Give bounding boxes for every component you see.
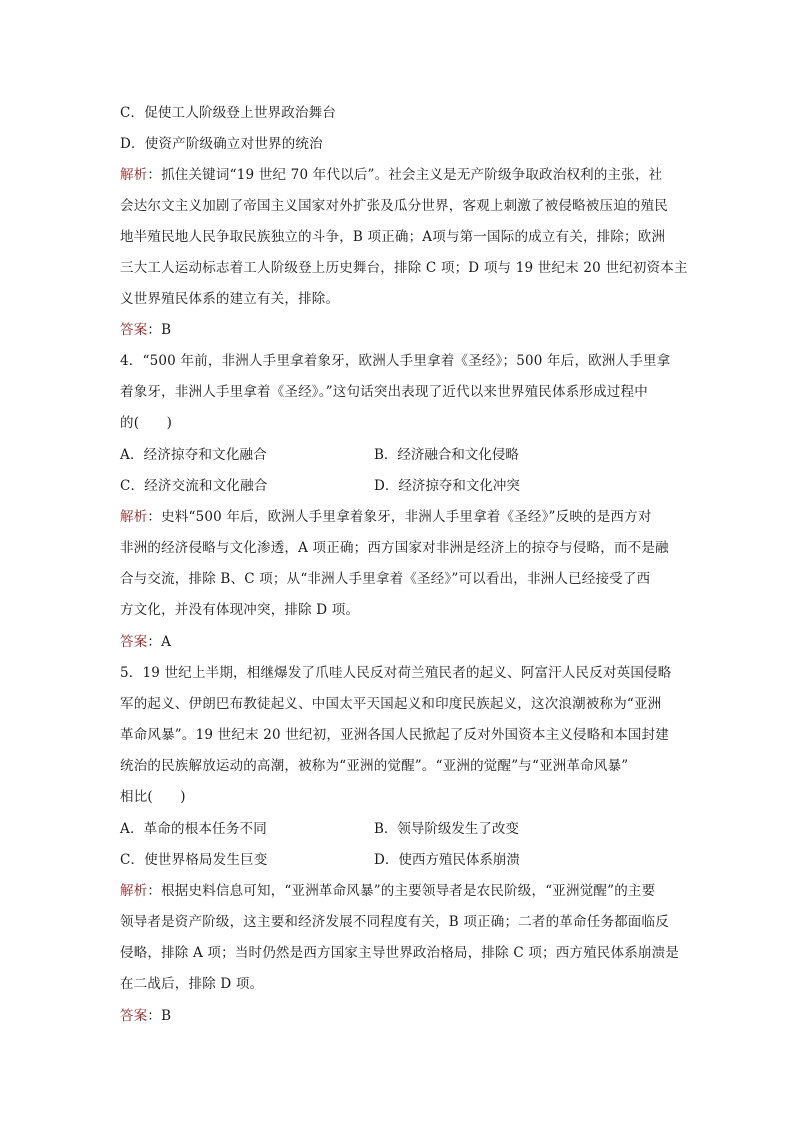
analysis-line: 解析：根据史料信息可知，“亚洲革命风暴”的主要领导者是农民阶级，“亚洲觉醒”的主要 <box>120 883 656 899</box>
analysis-line: 解析：史料“500 年后，欧洲人手里拿着象牙，非洲人手里拿着《圣经》”反映的是西方对 <box>120 509 652 525</box>
analysis-line: 义世界殖民体系的建立有关，排除。 <box>120 291 340 307</box>
option-a: A．经济掠夺和文化融合 <box>120 447 267 463</box>
question-stem: 相比( ) <box>120 789 186 805</box>
answer-label: 答案 <box>120 322 148 338</box>
question-stem: 4．“500 年前，非洲人手里拿着象牙，欧洲人手里拿着《圣经》；500 年后，欧洲人手里拿 <box>120 353 671 369</box>
option-d: D．使西方殖民体系崩溃 <box>374 852 520 868</box>
answer-line: 答案：A <box>120 634 172 650</box>
question-stem: 的( ) <box>120 415 173 431</box>
option-c: C．经济交流和文化融合 <box>120 478 268 494</box>
analysis-line: 在二战后，排除 D 项。 <box>120 976 264 992</box>
answer-label: 答案 <box>120 1008 148 1024</box>
analysis-line: 解析：抓住关键词“19 世纪 70 年代以后”。社会主义是无产阶级争取政治权利的主张，社 <box>120 167 663 183</box>
analysis-line: 合与交流，排除 B、C 项；从“非洲人手里拿着《圣经》”可以看出，非洲人已经接受了西 <box>120 571 651 587</box>
question-stem: 统治的民族解放运动的高潮，被称为“亚洲的觉醒”。“亚洲的觉醒”与“亚洲革命风暴” <box>120 758 629 774</box>
analysis-label: 解析 <box>120 509 148 525</box>
question-stem: 着象牙，非洲人手里拿着《圣经》。”这句话突出表现了近代以来世界殖民体系形成过程中 <box>120 384 648 400</box>
question-stem: 5．19 世纪上半期，相继爆发了爪哇人民反对荷兰殖民者的起义、阿富汗人民反对英国侵略 <box>120 665 672 681</box>
question-stem: 军的起义、伊朗巴布教徒起义、中国太平天国起义和印度民族起义，这次浪潮被称为“亚洲 <box>120 696 662 712</box>
analysis-line: 地半殖民地人民争取民族独立的斗争，B 项正确；A项与第一国际的成立有关，排除；欧洲 <box>120 229 666 245</box>
option-a: A．革命的根本任务不同 <box>120 821 267 837</box>
answer-line: 答案：B <box>120 1008 172 1024</box>
analysis-line: 三大工人运动标志着工人阶级登上历史舞台，排除 C 项；D 项与 19 世纪末 20 世纪初资本主 <box>120 260 688 276</box>
option-c: C．使世界格局发生巨变 <box>120 852 268 868</box>
question-stem: 革命风暴”。19 世纪末 20 世纪初，亚洲各国人民掀起了反对外国资本主义侵略和本国封建 <box>120 727 669 743</box>
analysis-line: 会达尔文主义加剧了帝国主义国家对外扩张及瓜分世界，客观上刺激了被侵略被压迫的殖民 <box>120 198 668 214</box>
analysis-line: 非洲的经济侵略与文化渗透，A 项正确；西方国家对非洲是经济上的掠夺与侵略，而不是融 <box>120 540 669 556</box>
option-b: B．经济融合和文化侵略 <box>374 447 519 463</box>
answer-line: 答案：B <box>120 322 172 338</box>
option-d: D．使资产阶级确立对世界的统治 <box>120 136 323 152</box>
analysis-line: 领导者是资产阶级，这主要和经济发展不同程度有关，B 项正确；二者的革命任务都面临反 <box>120 914 669 930</box>
option-b: B．领导阶级发生了改变 <box>374 821 519 837</box>
option-d: D．经济掠夺和文化冲突 <box>374 478 520 494</box>
analysis-label: 解析 <box>120 883 148 899</box>
analysis-label: 解析 <box>120 167 148 183</box>
analysis-line: 侵略，排除 A 项；当时仍然是西方国家主导世界政治格局，排除 C 项；西方殖民体系崩溃是 <box>120 945 680 961</box>
option-c: C．促使工人阶级登上世界政治舞台 <box>120 105 337 121</box>
analysis-line: 方文化，并没有体现冲突，排除 D 项。 <box>120 602 360 618</box>
answer-label: 答案 <box>120 634 148 650</box>
